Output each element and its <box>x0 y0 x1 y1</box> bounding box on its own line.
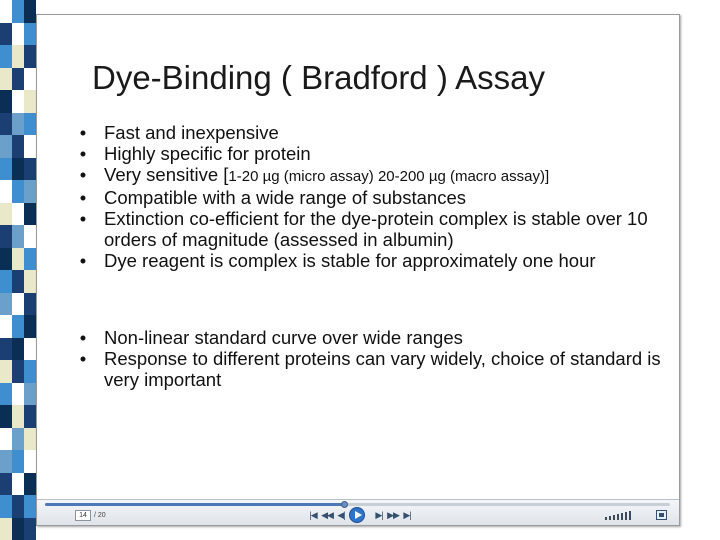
bullet-item <box>77 164 667 187</box>
bullet-item <box>77 327 667 348</box>
strip-block <box>12 315 24 338</box>
strip-block <box>12 360 24 383</box>
presentation-viewer-window <box>36 14 680 526</box>
strip-block <box>0 360 12 383</box>
volume-bar <box>621 513 623 520</box>
strip-block <box>12 428 24 451</box>
bullet-marker: • <box>79 164 87 185</box>
strip-block <box>12 450 24 473</box>
strip-block <box>24 270 36 293</box>
bullet-item <box>77 208 667 250</box>
strip-block <box>24 360 36 383</box>
strip-block <box>0 518 12 540</box>
strip-block <box>12 405 24 428</box>
strip-block <box>0 135 12 158</box>
strip-column <box>12 0 24 540</box>
strip-block <box>24 248 36 271</box>
player-control-bar <box>37 499 679 525</box>
strip-block <box>24 383 36 406</box>
bullet-item <box>77 250 667 271</box>
strip-block <box>0 338 12 361</box>
strip-block <box>12 0 24 23</box>
bullet-marker: • <box>79 187 87 208</box>
bullet-text: Fast and inexpensive <box>104 122 279 143</box>
strip-block <box>12 225 24 248</box>
strip-block <box>0 450 12 473</box>
strip-block <box>24 428 36 451</box>
bullet-item <box>77 348 667 390</box>
strip-block <box>24 135 36 158</box>
strip-block <box>0 383 12 406</box>
volume-bar <box>613 515 615 520</box>
bullet-marker: • <box>79 208 87 229</box>
total-slides-label: / 20 <box>94 512 106 519</box>
bullet-item <box>77 122 667 143</box>
progress-handle[interactable] <box>341 501 348 508</box>
strip-block <box>0 113 12 136</box>
bullet-item <box>77 143 667 164</box>
next-slide-icon[interactable]: ▶▶ <box>387 510 399 520</box>
strip-block <box>24 473 36 496</box>
strip-block <box>12 158 24 181</box>
strip-block <box>24 113 36 136</box>
fullscreen-icon[interactable] <box>656 510 667 520</box>
volume-bar <box>609 516 611 520</box>
strip-block <box>24 180 36 203</box>
forward-icon[interactable]: ▶| <box>375 510 383 520</box>
bullet-marker: • <box>79 143 87 164</box>
bullet-detail-text: 1-20 µg (micro assay) 20-200 µg (macro assay)] <box>228 168 550 185</box>
strip-block <box>0 203 12 226</box>
strip-block <box>0 0 12 23</box>
strip-block <box>12 203 24 226</box>
bullet-marker: • <box>79 348 87 369</box>
bullet-list <box>77 122 667 390</box>
rewind-icon[interactable]: ◀| <box>337 510 345 520</box>
strip-block <box>24 405 36 428</box>
strip-block <box>24 495 36 518</box>
strip-block <box>12 113 24 136</box>
strip-block <box>24 450 36 473</box>
strip-block <box>0 473 12 496</box>
strip-block <box>0 428 12 451</box>
bullet-item <box>77 187 667 208</box>
slide-canvas <box>37 15 679 499</box>
strip-column <box>24 0 36 540</box>
last-slide-icon[interactable]: ▶| <box>403 510 411 520</box>
strip-block <box>12 518 24 540</box>
bullet-text: Dye reagent is complex is stable for approximately one hour <box>104 250 596 271</box>
strip-block <box>0 270 12 293</box>
strip-column <box>0 0 12 540</box>
progress-track[interactable] <box>45 503 670 506</box>
strip-block <box>0 180 12 203</box>
volume-bar <box>617 514 619 520</box>
bullet-marker: • <box>79 250 87 271</box>
bullet-marker: • <box>79 327 87 348</box>
strip-block <box>24 23 36 46</box>
strip-block <box>24 315 36 338</box>
strip-block <box>0 225 12 248</box>
strip-block <box>0 23 12 46</box>
strip-block <box>24 203 36 226</box>
strip-block <box>0 90 12 113</box>
strip-block <box>24 225 36 248</box>
strip-block <box>0 45 12 68</box>
strip-block <box>12 383 24 406</box>
strip-block <box>12 23 24 46</box>
bullet-text: Highly specific for protein <box>104 143 311 164</box>
play-icon[interactable] <box>349 507 365 523</box>
volume-icon[interactable] <box>605 511 635 520</box>
strip-block <box>12 90 24 113</box>
strip-block <box>24 90 36 113</box>
bullet-text: Non-linear standard curve over wide ranges <box>104 327 463 348</box>
strip-block <box>12 248 24 271</box>
slide-title: Dye-Binding ( Bradford ) Assay <box>92 59 546 96</box>
previous-slide-icon[interactable]: ◀◀ <box>321 510 333 520</box>
current-slide-field[interactable]: 14 <box>75 510 91 521</box>
strip-block <box>24 158 36 181</box>
strip-block <box>24 293 36 316</box>
bullet-text: Extinction co-efficient for the dye-protein complex is stable over 10 orders of magnitude (assessed in albumin) <box>104 208 648 250</box>
strip-block <box>12 135 24 158</box>
strip-block <box>0 495 12 518</box>
strip-block <box>0 68 12 91</box>
first-slide-icon[interactable]: |◀ <box>309 510 317 520</box>
strip-block <box>0 405 12 428</box>
bullet-text: Very sensitive [ <box>104 164 229 185</box>
strip-block <box>24 45 36 68</box>
strip-block <box>12 68 24 91</box>
strip-block <box>12 495 24 518</box>
strip-block <box>12 270 24 293</box>
strip-block <box>24 518 36 540</box>
strip-block <box>0 158 12 181</box>
strip-block <box>0 248 12 271</box>
strip-block <box>12 293 24 316</box>
volume-bar <box>625 512 627 520</box>
strip-block <box>24 338 36 361</box>
progress-fill <box>45 503 345 506</box>
strip-block <box>12 45 24 68</box>
strip-block <box>24 68 36 91</box>
bullet-text: Compatible with a wide range of substances <box>104 187 466 208</box>
strip-block <box>0 315 12 338</box>
bullet-marker: • <box>79 122 87 143</box>
strip-block <box>12 338 24 361</box>
volume-bar <box>629 511 631 520</box>
strip-block <box>0 293 12 316</box>
bullet-text: Response to different proteins can vary widely, choice of standard is very important <box>104 348 661 390</box>
strip-block <box>12 473 24 496</box>
strip-block <box>12 180 24 203</box>
strip-block <box>24 0 36 23</box>
volume-bar <box>605 517 607 520</box>
